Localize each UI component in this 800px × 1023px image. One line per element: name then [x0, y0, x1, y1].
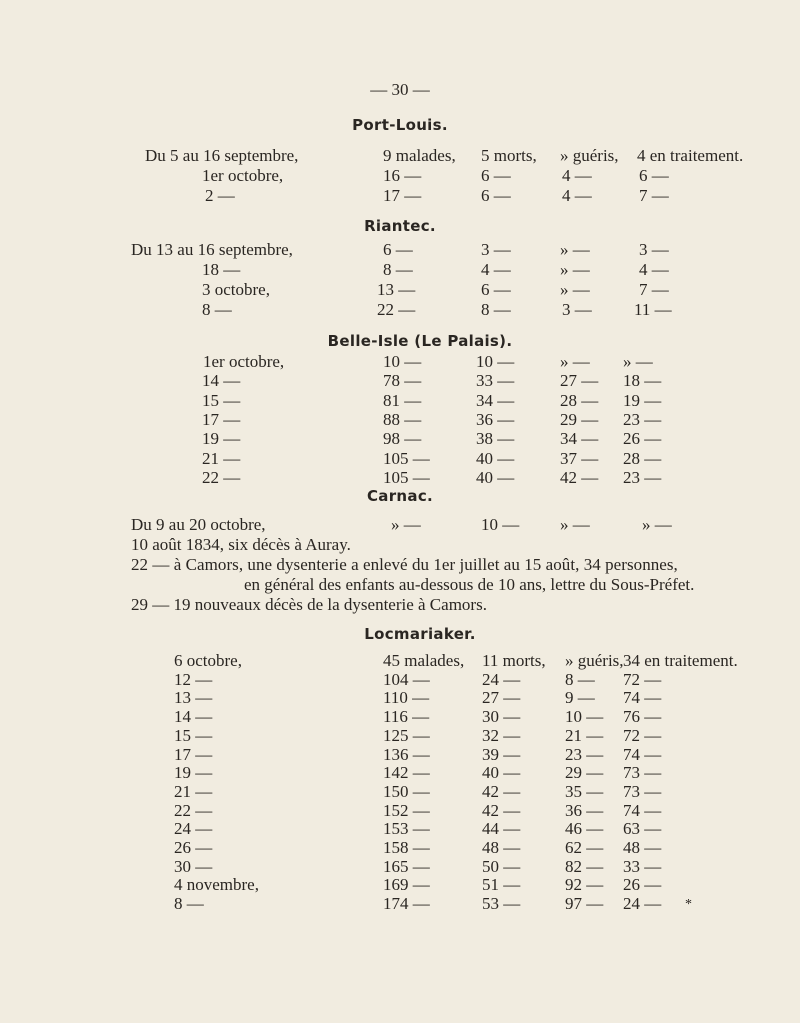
cell-gueris: » guéris,: [565, 651, 624, 670]
section-title-locmariaker: Locmariaker.: [364, 625, 476, 643]
cell-traitement: 23 —: [623, 467, 662, 487]
cell-morts: 42 —: [482, 781, 521, 801]
cell-morts: 8 —: [481, 300, 511, 319]
row-label: 4 novembre,: [174, 875, 259, 895]
cell-morts: 3 —: [481, 240, 511, 259]
cell-traitement: 11 —: [634, 300, 672, 319]
row-label: 26 —: [174, 838, 213, 857]
cell-malades: 116 —: [383, 707, 430, 727]
table-row: [0, 260, 800, 282]
cell-traitement: 63 —: [623, 819, 662, 839]
cell-gueris: » —: [560, 515, 590, 534]
row-label: 12 —: [174, 669, 213, 689]
cell-traitement: 26 —: [623, 875, 662, 895]
cell-malades: 22 —: [377, 300, 416, 319]
table-row: [0, 240, 800, 262]
cell-traitement: 4 en traitement.: [637, 146, 744, 165]
row-label: 6 octobre,: [174, 651, 242, 670]
cell-malades: 10 —: [383, 352, 422, 371]
cell-morts: 50 —: [482, 856, 521, 876]
note-line: 22 — à Camors, une dysenterie a enlevé du 1er juillet au 15 août, 34 personnes,: [131, 555, 678, 574]
cell-traitement: 73 —: [623, 763, 662, 783]
cell-morts: 40 —: [482, 763, 521, 783]
cell-morts: 6 —: [481, 166, 511, 185]
cell-morts: 44 —: [482, 819, 521, 839]
cell-malades: 153 —: [383, 819, 430, 839]
cell-gueris: 46 —: [565, 819, 604, 839]
cell-malades: 142 —: [383, 763, 430, 783]
cell-traitement: 76 —: [623, 707, 662, 727]
cell-morts: 42 —: [482, 800, 521, 820]
cell-morts: 38 —: [476, 429, 515, 449]
table-row: [0, 166, 800, 188]
cell-malades: 125 —: [383, 725, 430, 745]
row-label: Du 5 au 16 septembre,: [145, 146, 299, 165]
row-label: 30 —: [174, 856, 213, 876]
cell-morts: 34 —: [476, 390, 515, 410]
cell-gueris: » guéris,: [560, 146, 619, 165]
cell-traitement: 3 —: [639, 240, 669, 259]
cell-malades: 110 —: [383, 688, 430, 708]
cell-gueris: 21 —: [565, 725, 604, 745]
row-label: Du 9 au 20 octobre,: [131, 515, 266, 534]
cell-traitement: » —: [642, 515, 672, 534]
cell-malades: 45 malades,: [383, 651, 465, 670]
row-label: 22 —: [174, 800, 213, 820]
cell-morts: 30 —: [482, 707, 521, 727]
cell-malades: 152 —: [383, 800, 430, 820]
cell-malades: 81 —: [383, 390, 422, 410]
cell-malades: 8 —: [383, 260, 413, 279]
row-label: 19 —: [202, 429, 241, 449]
cell-gueris: 28 —: [560, 390, 599, 410]
cell-traitement: 7 —: [639, 186, 669, 205]
cell-morts: 4 —: [481, 260, 511, 279]
cell-traitement: 18 —: [623, 371, 662, 391]
cell-traitement: 26 —: [623, 429, 662, 449]
cell-malades: » —: [391, 515, 421, 534]
cell-gueris: 35 —: [565, 781, 604, 801]
row-label: 15 —: [174, 725, 213, 745]
cell-morts: 6 —: [481, 280, 511, 299]
cell-gueris: 82 —: [565, 856, 604, 876]
cell-malades: 9 malades,: [383, 146, 456, 165]
cell-malades: 105 —: [383, 448, 430, 468]
cell-malades: 158 —: [383, 838, 430, 857]
row-label: Du 13 au 16 septembre,: [131, 240, 293, 259]
cell-morts: 53 —: [482, 894, 521, 914]
cell-traitement: 48 —: [623, 838, 662, 857]
row-label: 8 —: [174, 894, 204, 914]
cell-gueris: 42 —: [560, 467, 599, 487]
row-label: 14 —: [174, 707, 213, 727]
cell-gueris: 92 —: [565, 875, 604, 895]
cell-traitement: 28 —: [623, 448, 662, 468]
cell-traitement: 72 —: [623, 669, 662, 689]
cell-morts: 24 —: [482, 669, 521, 689]
section-title-belle-isle: Belle-Isle (Le Palais).: [327, 332, 513, 350]
cell-morts: 11 morts,: [482, 651, 546, 670]
cell-gueris: 3 —: [562, 300, 592, 319]
table-row: [0, 300, 800, 322]
cell-gueris: 34 —: [560, 429, 599, 449]
cell-traitement: 73 —: [623, 781, 662, 801]
cell-gueris: 62 —: [565, 838, 604, 857]
cell-gueris: 27 —: [560, 371, 599, 391]
cell-morts: 10 —: [476, 352, 515, 371]
cell-morts: 36 —: [476, 409, 515, 429]
row-label: 14 —: [202, 371, 241, 391]
row-label: 17 —: [174, 744, 213, 764]
cell-traitement: 7 —: [639, 280, 669, 299]
table-row: [0, 186, 800, 208]
cell-traitement: 74 —: [623, 744, 662, 764]
table-row: [0, 515, 800, 537]
cell-morts: 32 —: [482, 725, 521, 745]
row-label: 21 —: [174, 781, 213, 801]
cell-gueris: 4 —: [562, 166, 592, 185]
cell-traitement: 19 —: [623, 390, 662, 410]
cell-gueris: 8 —: [565, 669, 595, 689]
cell-traitement: 72 —: [623, 725, 662, 745]
section-title-port-louis: Port-Louis.: [352, 116, 448, 134]
cell-gueris: 36 —: [565, 800, 604, 820]
cell-malades: 78 —: [383, 371, 422, 391]
cell-malades: 165 —: [383, 856, 430, 876]
row-label: 2 —: [205, 186, 235, 205]
note-line: 10 août 1834, six décès à Auray.: [131, 535, 351, 554]
section-title-riantec: Riantec.: [364, 217, 436, 235]
cell-morts: 48 —: [482, 838, 521, 857]
cell-gueris: » —: [560, 352, 590, 371]
cell-gueris: 37 —: [560, 448, 599, 468]
cell-traitement: 23 —: [623, 409, 662, 429]
cell-malades: 136 —: [383, 744, 430, 764]
row-label: 3 octobre,: [202, 280, 270, 299]
cell-gueris: » —: [560, 240, 590, 259]
section-title-carnac: Carnac.: [366, 487, 434, 505]
cell-traitement: 24 —: [623, 894, 662, 914]
row-label: 15 —: [202, 390, 241, 410]
cell-traitement: » —: [623, 352, 653, 371]
cell-gueris: 29 —: [560, 409, 599, 429]
cell-morts: 40 —: [476, 467, 515, 487]
table-row: [0, 894, 800, 916]
cell-gueris: 29 —: [565, 763, 604, 783]
table-row: [0, 280, 800, 302]
cell-gueris: » —: [560, 280, 590, 299]
row-label: 24 —: [174, 819, 213, 839]
cell-morts: 6 —: [481, 186, 511, 205]
cell-traitement: 6 —: [639, 166, 669, 185]
cell-traitement: 74 —: [623, 800, 662, 820]
row-label: 22 —: [202, 467, 241, 487]
row-label: 1er octobre,: [202, 166, 284, 185]
cell-gueris: 23 —: [565, 744, 604, 764]
row-label: 17 —: [202, 409, 241, 429]
cell-morts: 10 —: [481, 515, 520, 534]
row-label: 13 —: [174, 688, 213, 708]
cell-morts: 40 —: [476, 448, 515, 468]
cell-gueris: » —: [560, 260, 590, 279]
cell-malades: 105 —: [383, 467, 430, 487]
cell-morts: 39 —: [482, 744, 521, 764]
cell-traitement: 34 en traitement.: [623, 651, 738, 670]
cell-morts: 27 —: [482, 688, 521, 708]
cell-gueris: 4 —: [562, 186, 592, 205]
row-label: 18 —: [202, 260, 241, 279]
footer-mark: *: [685, 897, 692, 912]
row-label: 19 —: [174, 763, 213, 783]
cell-traitement: 4 —: [639, 260, 669, 279]
cell-gueris: 97 —: [565, 894, 604, 914]
cell-malades: 150 —: [383, 781, 430, 801]
cell-malades: 13 —: [377, 280, 416, 299]
row-label: 21 —: [202, 448, 241, 468]
cell-morts: 33 —: [476, 371, 515, 391]
note-line: en général des enfants au-dessous de 10 ans, lettre du Sous-Préfet.: [244, 575, 695, 594]
cell-malades: 104 —: [383, 669, 430, 689]
cell-malades: 88 —: [383, 409, 422, 429]
note-line: 29 — 19 nouveaux décès de la dysenterie à Camors.: [131, 595, 487, 614]
row-label: 8 —: [202, 300, 232, 319]
cell-malades: 98 —: [383, 429, 422, 449]
row-label: 1er octobre,: [203, 352, 285, 371]
cell-gueris: 10 —: [565, 707, 604, 727]
table-row: [0, 146, 800, 168]
cell-gueris: 9 —: [565, 688, 595, 708]
cell-morts: 51 —: [482, 875, 521, 895]
cell-traitement: 74 —: [623, 688, 662, 708]
cell-traitement: 33 —: [623, 856, 662, 876]
page-number: — 30 —: [370, 80, 430, 99]
cell-malades: 174 —: [383, 894, 430, 914]
cell-malades: 16 —: [383, 166, 422, 185]
cell-morts: 5 morts,: [481, 146, 537, 165]
cell-malades: 17 —: [383, 186, 422, 205]
cell-malades: 169 —: [383, 875, 430, 895]
cell-malades: 6 —: [383, 240, 413, 259]
